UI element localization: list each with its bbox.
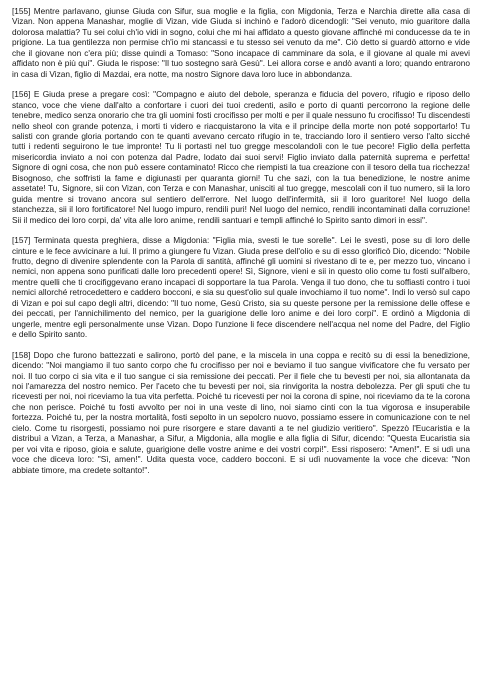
paragraph-157 xyxy=(12,235,470,340)
paragraph-text: Terminata questa preghiera, disse a Migdonia: "Figlia mia, svesti le tue sorelle". Lei le svestì, pose su di loro delle cinture e le fece avvicinare a lui. Il primo a giungere fu Vizan. Giuda prese dell'olio e su di esso glorificò Dio, dicendo: "Nobile frutto, degno di divenire splendente con la Parola di santità, affinché gli uomini si rivestano di te e, per mezzo tuo, vincano i nemici, non appena sono purificati dalle loro precedenti opere! Sì, Signore, vieni e sii in questo olio come tu fosti sull'albero, mentre quelli che ti crocifiggevano erano incapaci di sopportare la tua Parola. Venga il tuo dono, che tu soffiasti contro i tuoi nemici allorché retrocedettero e caddero bocconi, e sia su quest'olio sul quale invochiamo il tuo nome". Indi lo versò sul capo di Vizan e poi sul capo degli altri, dicendo: "Il tuo nome, Gesù Cristo, sia su queste persone per la remissione delle offese e dei peccati, per l'annichilimento del nemico, per la guarigione delle loro anime e dei loro corpi". E ordinò a Migdonia di ungerle, mentre egli personalmente unse Vizan. Dopo l'unzione li fece discendere nell'acqua nel nome del Padre, del Figlio e dello Spirito santo. xyxy=(12,235,471,340)
paragraph-text: Mentre parlavano, giunse Giuda con Sifur, sua moglie e la figlia, con Migdonia, Terza e Narchia dirette alla casa di Vizan. Non appena Manashar, moglie di Vizan, vide Giuda si inchinò e l'adorò dicendogli: "Sei venuto, mio guaritore dalla dolorosa malattia? Tu sei colui ch'io vidi in sogno, colui che mi hai affidato a questo giovane affinché mi conducesse da te in prigione. La tua gentilezza non permise ch'io mi stancassi e tu stesso sei venuto da me". Ciò detto si guardò attorno e vide che il giovane non c'era più; disse quindi a Tomaso: "Sono incapace di camminare da sola, e il giovane al quale mi avevi affidato non è più qui". Giuda le rispose: "Il tuo sostegno sarà Gesù". Lei allora corse e andò avanti a loro; quando entrarono in casa di Vizan, figlio di Mazdai, era notte, ma nostro Signore dava loro luce in abbondanza. xyxy=(12,6,470,79)
paragraph-text: E Giuda prese a pregare così: "Compagno e aiuto del debole, speranza e fiducia del povero, rifugio e riposo dello stanco, voce che viene dall'alto a confortare i cuori dei tuoi credenti, asilo e porto di quanti percorrono la regione delle tenebre, medico senza onorario che tra gli uomini fosti crocifisso per molti e per il quale nessuno fu crocifisso! Tu discendesti nello sheol con grande potenza, i morti ti videro e riacquistarono la vita e il principe della morte non poté sopportarlo! Tu salisti con grande gloria portando con te quanti avevano cercato rifugio in te, tracciando loro il sentiero verso l'alto sicché tutti i redenti seguirono le tue impronte! Tu li portasti nel tuo gregge mescolandoli con le tue pecore! Figlio della perfetta misericordia inviato a noi con potenza dal Padre, lodato dai suoi servi! Figlio inviato dalla paternità suprema e perfetta! Signore di ogni cosa, che non può essere contaminato! Ricco che riempisti la tua creazione con il tesoro della tua ricchezza! Bisognoso, che soffristi la fame e digiunasti per quaranta giorni! Tu che sazi, con la tua benedizione, le nostre anime assetate! Tu, Signore, sii con Vizan, con Terza e con Manashar, unisciti al tuo gregge, mescolali con il tuo numero, sii la loro guida mentre si trovano ancora sul sentiero dell'errore. Nel luogo dell'infermità, sii il loro guaritore! Nel luogo della stanchezza, sii il loro fortificatore! Nel luogo impuro, rendili puri! Nel luogo del nemico, rendili incontaminati dalla corruzione! Sii il medico dei loro corpi, da' vita alle loro anime, rendili santuari e templi affinché lo Spirito santo dimori in essi". xyxy=(12,89,470,225)
paragraph-number: [156] xyxy=(12,89,31,100)
paragraph-156 xyxy=(12,89,470,225)
paragraph-text: Dopo che furono battezzati e salirono, portò del pane, e la miscela in una coppa e recitò su di essi la benedizione, dicendo: "Noi mangiamo il tuo santo corpo che fu crocifisso per noi e beviamo il tuo sangue vivificatore che fu versato per noi. Il tuo corpo ci sia vita e il tuo sangue ci sia remissione dei peccati. Per il fiele che tu bevesti per noi, sia allontanata da noi l'amarezza del nostro nemico. Per l'aceto che tu bevesti per noi, sia rinvigorita la nostra debolezza. Per gli sputi che tu ricevesti per noi, noi riceviamo la tua vita perfetta. Poiché tu ricevesti per noi la corona di spine, noi riceviamo da te la corona che non perisce. Poiché tu fosti avvolto per noi in una veste di lino, noi siamo cinti con la tua vigorosa e insuperabile fortezza. Poiché tu, per la nostra mortalità, fosti sepolto in un sepolcro nuovo, possiamo essere in comunicazione con te nel cielo. Come tu risorgesti, possiamo noi pure risorgere e stare davanti a te nel giudizio veritiero". Spezzò l'Eucaristia e la distribuì a Vizan, a Terza, a Manashar, a Sifur, a Migdonia, alla moglie e alla figlia di Sifur, dicendo: "Questa Eucaristia sia per voi vita e riposo, gioia e salute, guarigione delle vostre anime e dei vostri corpi!". Essi risposero: "Amen!". E si udì una voce che diceva loro: "Sì, amen!". Udita questa voce, caddero bocconi. E si udì nuovamente la voce che diceva: "Non abbiate timore, ma credete soltanto!". xyxy=(12,349,470,475)
paragraph-158 xyxy=(12,350,470,475)
paragraph-number: [158] xyxy=(12,349,31,360)
document-page xyxy=(12,6,470,475)
paragraph-number: [155] xyxy=(12,6,31,16)
paragraph-number: [157] xyxy=(12,235,31,246)
paragraph-155 xyxy=(12,6,470,79)
